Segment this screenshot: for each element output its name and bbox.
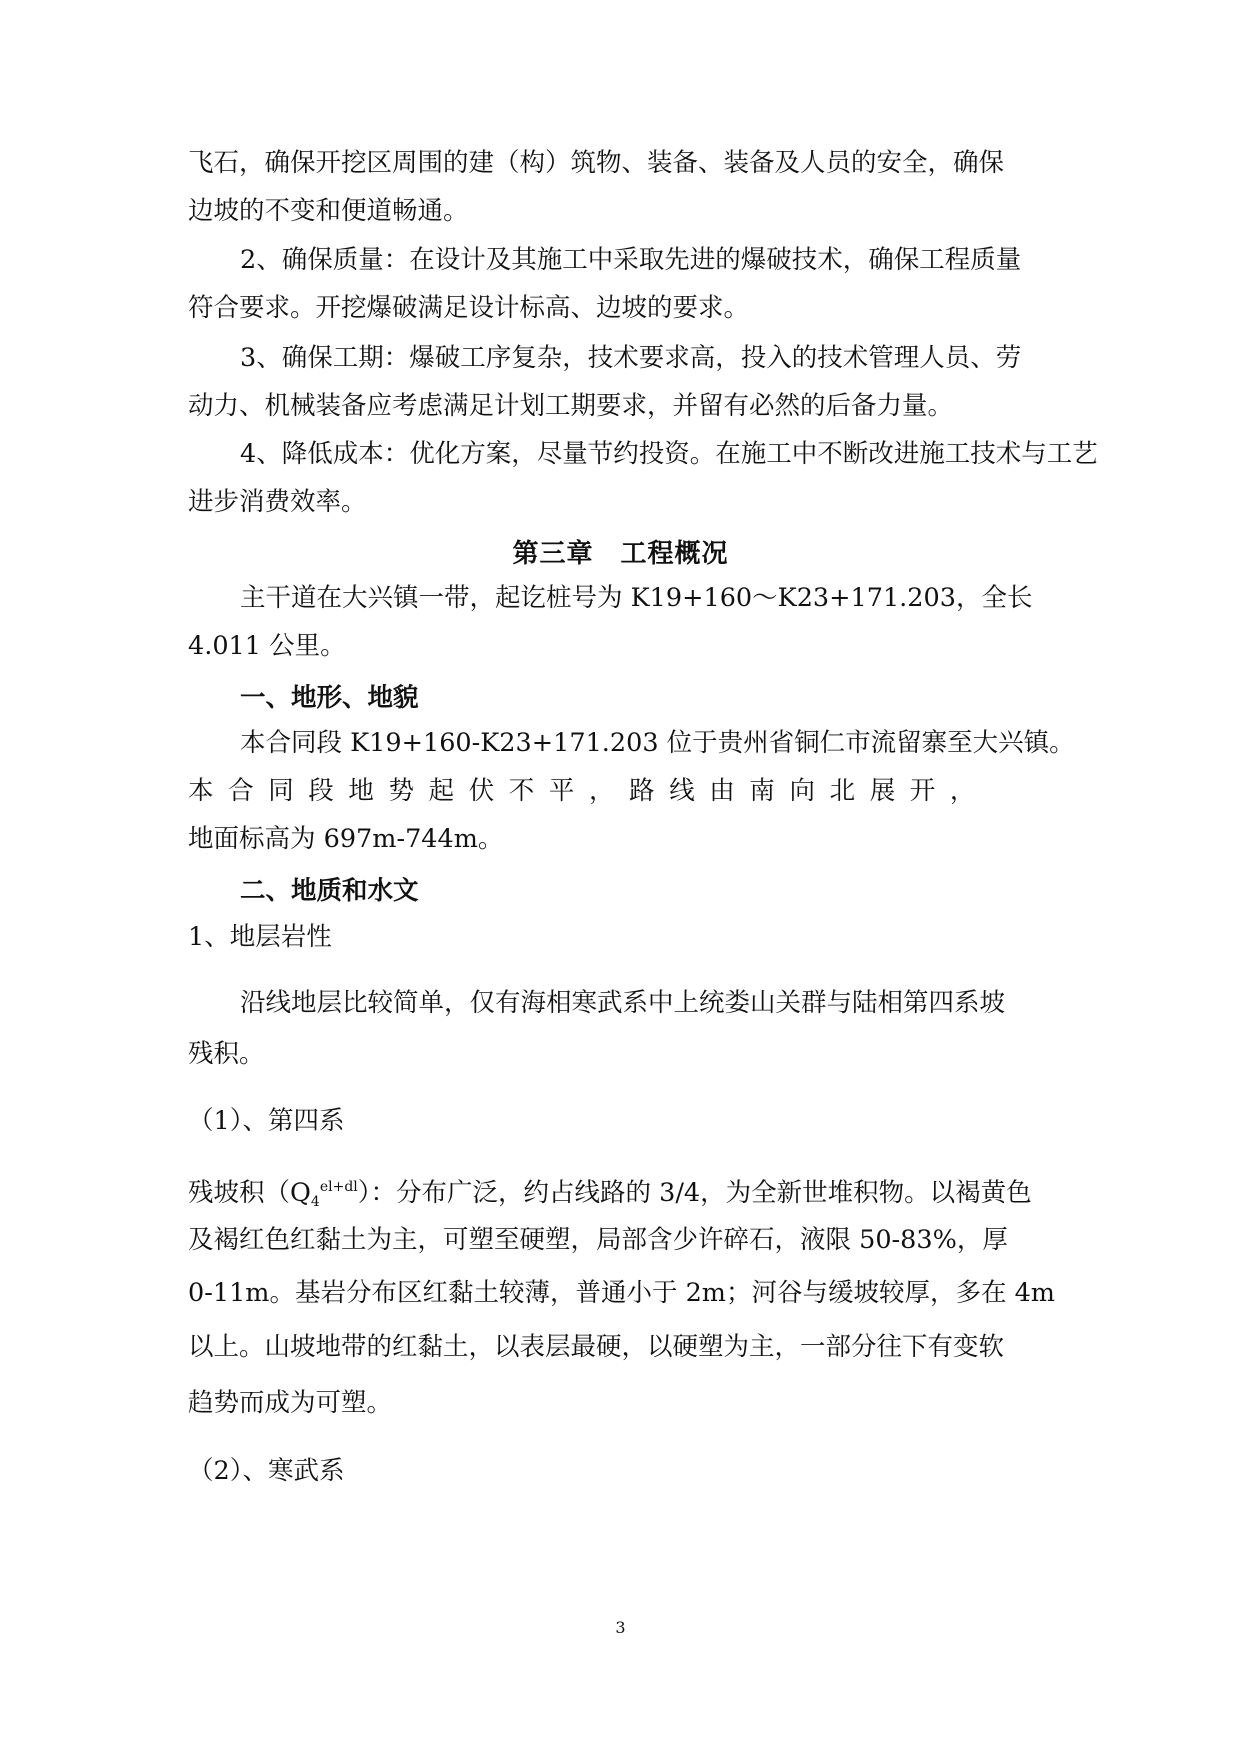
- text-line: 0-11m。基岩分布区红黏土较薄，普通小于 2m；河谷与缓坡较厚，多在 4m: [188, 1278, 1055, 1308]
- subheading: （2）、寒武系: [188, 1456, 345, 1486]
- text-line: 主干道在大兴镇一带，起讫桩号为 K19+160～K23+171.203，全长: [240, 583, 1033, 613]
- q-subscript: 4: [310, 1194, 320, 1210]
- text-line: 本合同段地势起伏不平，路线由南向北展开，: [188, 776, 991, 806]
- text-line: 4.011 公里。: [188, 631, 346, 661]
- text-line: 趋势而成为可塑。: [188, 1388, 393, 1418]
- text-line: 残积。: [188, 1039, 265, 1069]
- text-line: 本合同段 K19+160-K23+171.203 位于贵州省铜仁市流留寨至大兴镇。: [240, 728, 1075, 758]
- text-line: 飞石，确保开挖区周围的建（构）筑物、装备、装备及人员的安全，确保: [188, 148, 1005, 178]
- q-superscript: el+dl: [319, 1179, 358, 1195]
- text-line: 边坡的不变和便道畅通。: [188, 196, 469, 226]
- subheading: （1）、第四系: [188, 1106, 345, 1136]
- page-number: 3: [615, 1618, 626, 1637]
- q-rest: ）：分布广泛，约占线路的 3/4，为全新世堆积物。以褐黄色: [357, 1178, 1032, 1208]
- text-line: 沿线地层比较简单，仅有海相寒武系中上统娄山关群与陆相第四系坡: [240, 988, 1006, 1018]
- text-line: 动力、机械装备应考虑满足计划工期要求，并留有必然的后备力量。: [188, 391, 954, 421]
- section-heading-terrain: 一、地形、地貌: [240, 683, 419, 713]
- text-line: 4、降低成本：优化方案，尽量节约投资。在施工中不断改进施工技术与工艺: [240, 439, 1098, 469]
- text-line: 进步消费效率。: [188, 487, 367, 517]
- text-line: [188, 1170, 1032, 1219]
- text-line: 3、确保工期：爆破工序复杂，技术要求高，投入的技术管理人员、劳: [240, 343, 1022, 373]
- text-line: 符合要求。开挖爆破满足设计标高、边坡的要求。: [188, 293, 750, 323]
- chapter-title: 第三章 工程概况: [512, 539, 729, 569]
- text-line: 2、确保质量：在设计及其施工中采取先进的爆破技术，确保工程质量: [240, 245, 1022, 275]
- text-line: 地面标高为 697m-744m。: [188, 824, 504, 854]
- q-prefix: 残坡积（Q: [188, 1178, 311, 1208]
- section-heading-geology: 二、地质和水文: [240, 876, 419, 906]
- text-line: 及褐红色红黏土为主，可塑至硬塑，局部含少许碎石，液限 50-83%，厚: [188, 1225, 1008, 1255]
- subheading: 1、地层岩性: [188, 922, 332, 952]
- text-line: 以上。山坡地带的红黏土，以表层最硬，以硬塑为主，一部分往下有变软: [188, 1332, 1005, 1362]
